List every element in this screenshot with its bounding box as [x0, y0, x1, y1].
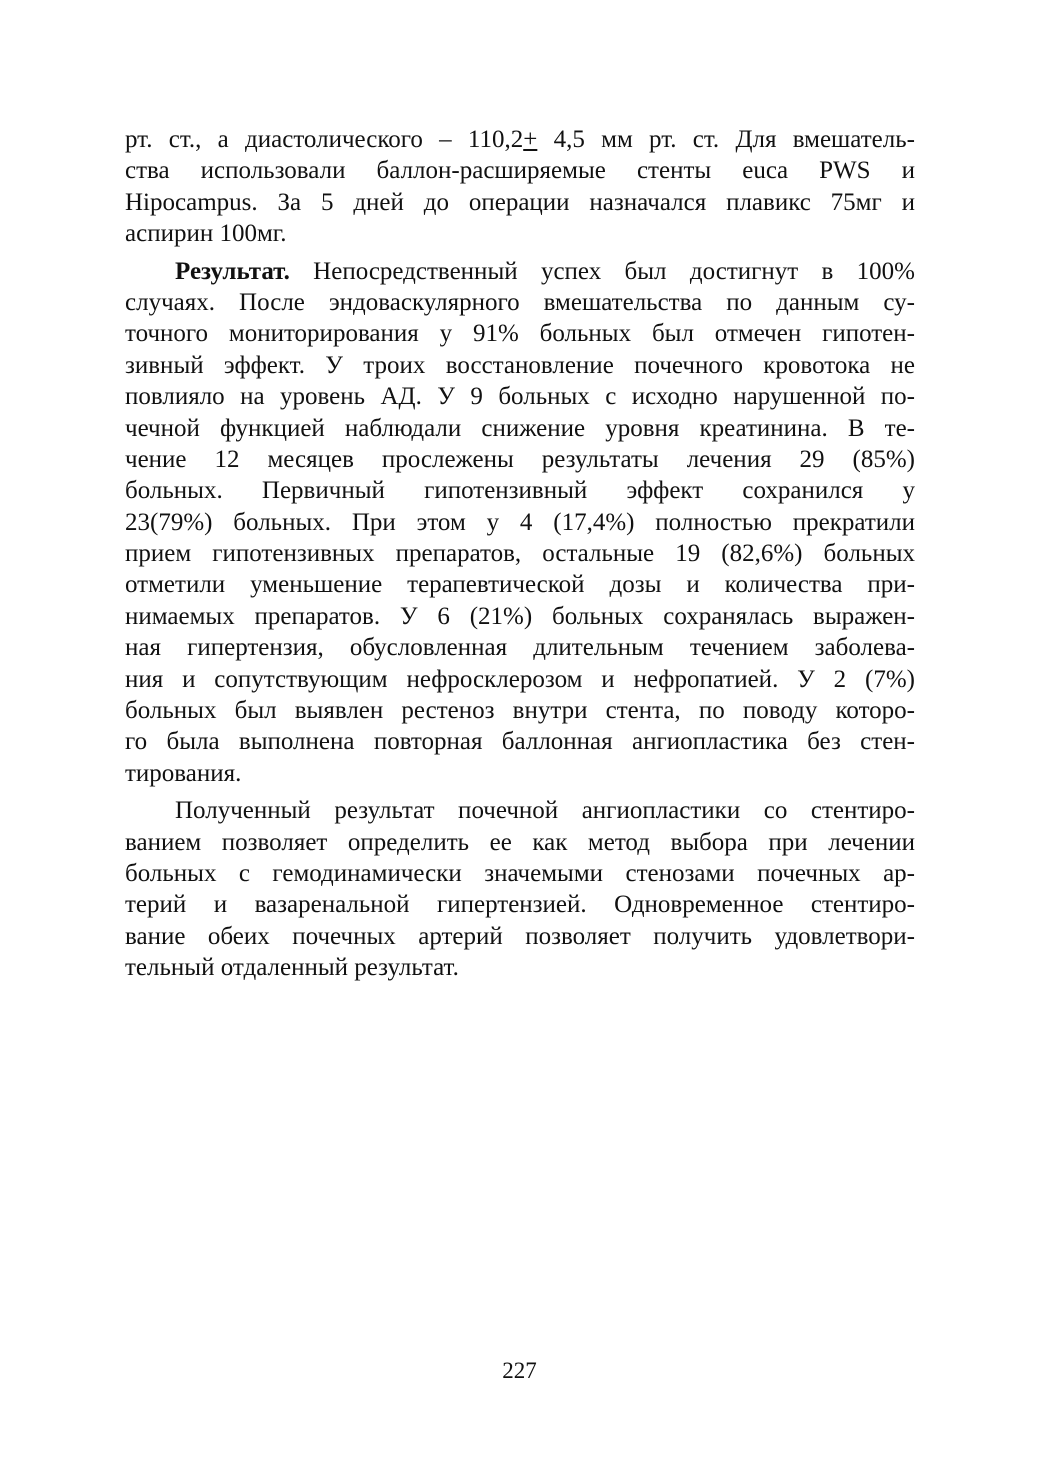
paragraph-2-line-2: случаях. После эндоваскулярного вмешательства по данным су-: [125, 288, 915, 316]
paragraph-2-line-5: повлияло на уровень АД. У 9 больных с исходно нарушенной по-: [125, 383, 915, 411]
paragraph-3-line-5: вание обеих почечных артерий позволяет получить удовлетвори-: [125, 922, 915, 950]
paragraph-3-line-1: Полученный результат почечной ангиопластики со стентиро-: [175, 797, 915, 825]
paragraph-2-line-10: прием гипотензивных препаратов, остальные 19 (82,6%) больных: [125, 540, 915, 568]
paragraph-1-line-3: Hipocampus. За 5 дней до операции назначался плавикс 75мг и: [125, 188, 915, 216]
plus-minus-sign: +: [523, 126, 538, 153]
paragraph-2-line-6: чечной функцией наблюдали снижение уровня креатинина. В те-: [125, 414, 915, 442]
results-heading: Результат.: [175, 257, 290, 285]
paragraph-2-line-13: ная гипертензия, обусловленная длительным течением заболева-: [125, 634, 915, 662]
paragraph-2-line-3: точного мониторирования у 91% больных был отмечен гипотен-: [125, 320, 915, 348]
paragraph-2-line-12: нимаемых препаратов. У 6 (21%) больных сохранялась выражен-: [125, 602, 915, 630]
paragraph-3-line-2: ванием позволяет определить ее как метод выбора при лечении: [125, 828, 915, 856]
paragraph-3-line-3: больных с гемодинамически значемыми стенозами почечных ар-: [125, 859, 915, 887]
paragraph-2-line-17: тирования.: [125, 759, 242, 787]
paragraph-2-line-16: го была выполнена повторная баллонная ангиопластика без стен-: [125, 728, 915, 756]
page-number: 227: [502, 1358, 537, 1383]
paragraph-2-line-7: чение 12 месяцев прослежены результаты лечения 29 (85%): [125, 445, 915, 473]
paragraph-2-line-15: больных был выявлен рестеноз внутри стента, по поводу которо-: [125, 697, 915, 725]
paragraph-1-line-2: ства использовали баллон-расширяемые стенты euca PWS и: [125, 157, 915, 185]
paragraph-2-line-1: [125, 256, 915, 287]
paragraph-2-line-14: ния и сопутствующим нефросклерозом и нефропатией. У 2 (7%): [125, 665, 915, 693]
paragraph-2-line-9: 23(79%) больных. При этом у 4 (17,4%) полностью прекратили: [125, 508, 915, 536]
text-fragment: Непосредственный успех был достигнут в 100%: [289, 257, 915, 285]
body-text: [125, 124, 915, 984]
paragraph-1-line-4: аспирин 100мг.: [125, 220, 287, 248]
text-fragment: 4,5 мм рт. ст. Для вмешатель-: [537, 126, 915, 153]
text-fragment: рт. ст., а диастолического – 110,2: [125, 126, 524, 153]
paragraph-2-line-8: больных. Первичный гипотензивный эффект сохранился у: [125, 477, 915, 505]
paragraph-3-line-6: тельный отдаленный результат.: [125, 954, 459, 982]
paragraph-1-line-1: [125, 124, 915, 155]
paragraph-3-line-4: терий и вазаренальной гипертензией. Одновременное стентиро-: [125, 891, 915, 919]
paragraph-2-line-4: зивный эффект. У троих восстановление почечного кровотока не: [125, 351, 915, 379]
paragraph-2-line-11: отметили уменьшение терапевтической дозы и количества при-: [125, 571, 915, 599]
